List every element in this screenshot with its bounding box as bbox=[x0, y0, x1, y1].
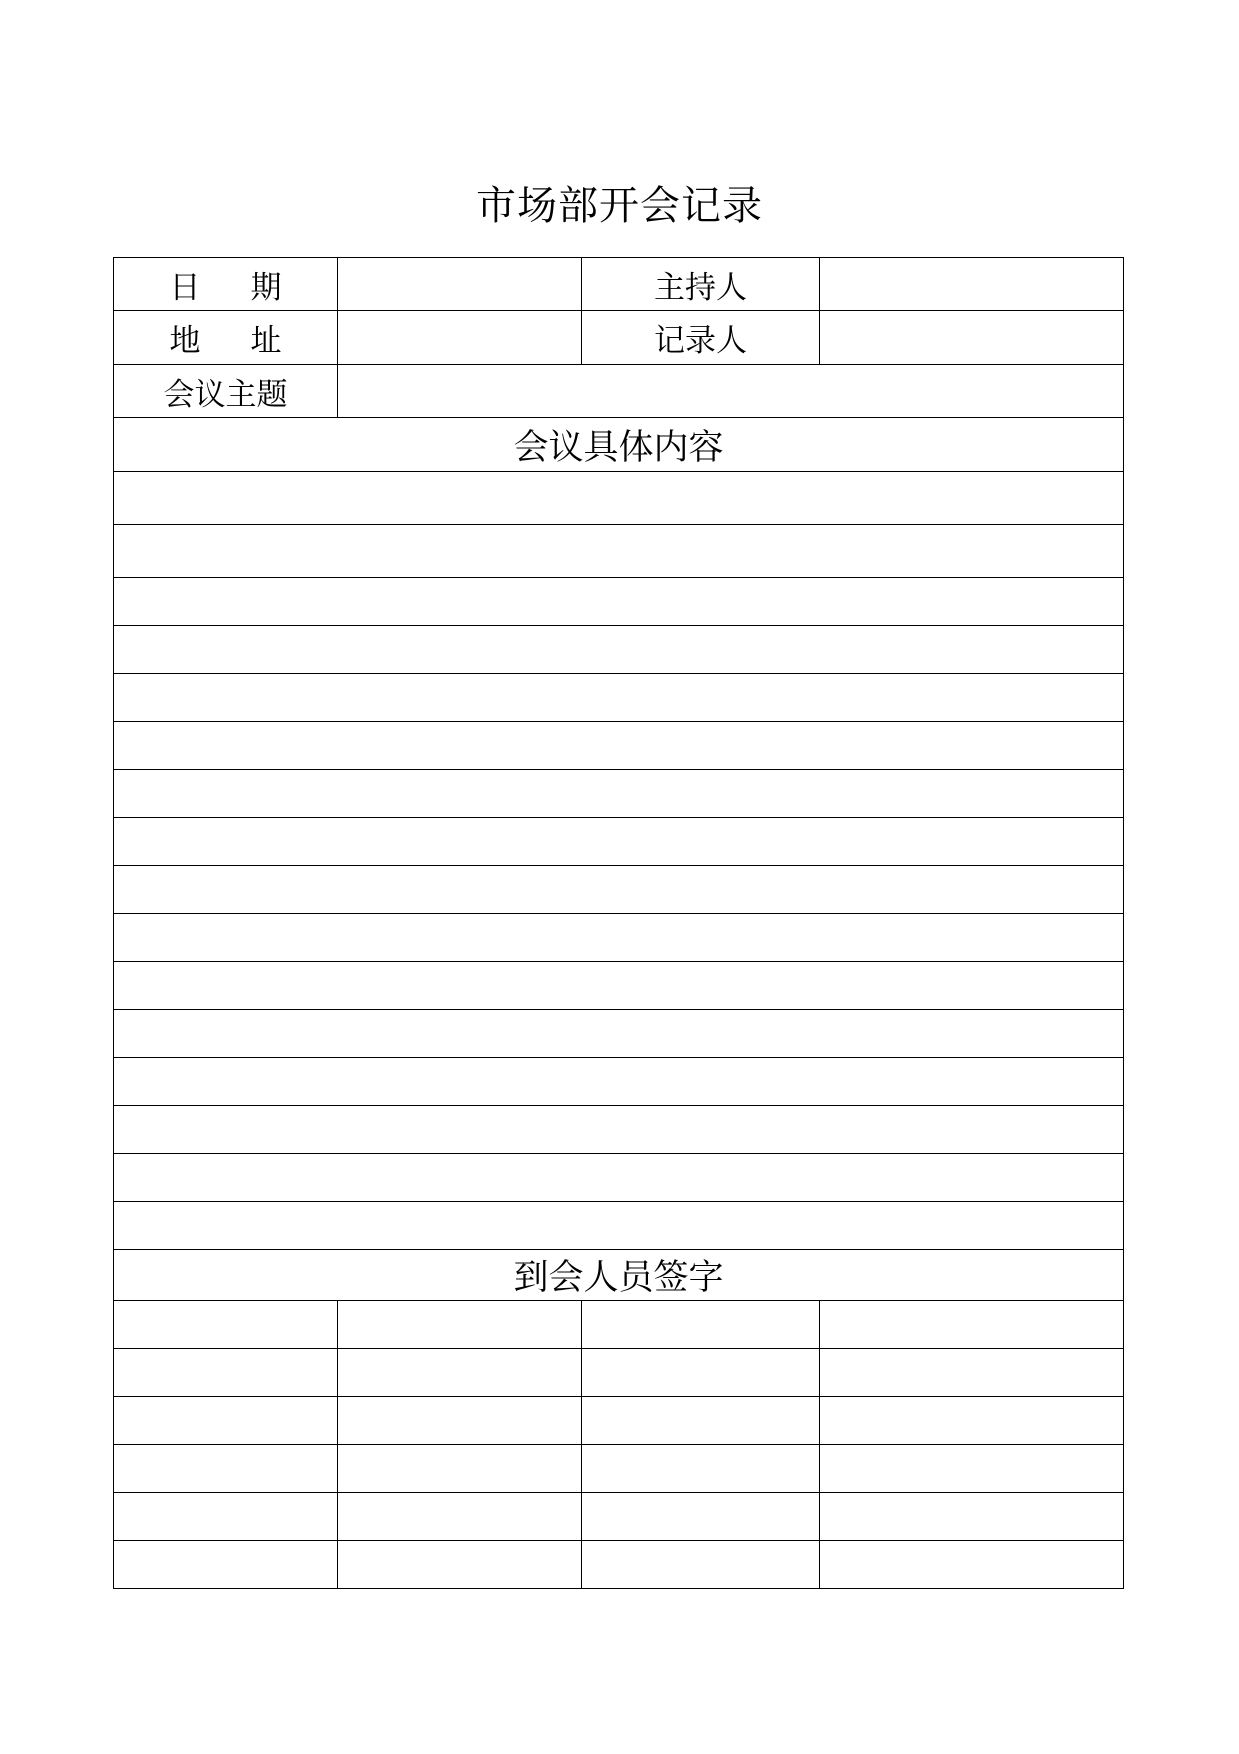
date-host-row bbox=[114, 258, 1124, 311]
content-line-row bbox=[114, 525, 1124, 578]
signature-cell[interactable] bbox=[114, 1349, 338, 1397]
topic-row bbox=[114, 365, 1124, 418]
signature-cell[interactable] bbox=[114, 1445, 338, 1493]
content-line-row bbox=[114, 578, 1124, 626]
content-heading: 会议具体内容 bbox=[114, 418, 1124, 472]
content-line-field[interactable] bbox=[114, 626, 1124, 674]
content-line-field[interactable] bbox=[114, 1154, 1124, 1202]
recorder-field[interactable] bbox=[820, 311, 1124, 365]
signature-cell[interactable] bbox=[338, 1541, 582, 1589]
content-line-field[interactable] bbox=[114, 472, 1124, 525]
date-field[interactable] bbox=[338, 258, 582, 311]
host-field[interactable] bbox=[820, 258, 1124, 311]
signature-cell[interactable] bbox=[582, 1349, 820, 1397]
signature-cell[interactable] bbox=[114, 1301, 338, 1349]
signature-row bbox=[114, 1397, 1124, 1445]
content-line-row bbox=[114, 674, 1124, 722]
content-line-field[interactable] bbox=[114, 770, 1124, 818]
signature-row bbox=[114, 1349, 1124, 1397]
date-label: 日 期 bbox=[114, 258, 338, 311]
meeting-record-form bbox=[113, 257, 1124, 1589]
content-line-field[interactable] bbox=[114, 1010, 1124, 1058]
signature-cell[interactable] bbox=[820, 1301, 1124, 1349]
signature-row bbox=[114, 1493, 1124, 1541]
content-line-field[interactable] bbox=[114, 1106, 1124, 1154]
content-line-row bbox=[114, 1010, 1124, 1058]
content-line-row bbox=[114, 722, 1124, 770]
content-line-field[interactable] bbox=[114, 525, 1124, 578]
signature-cell[interactable] bbox=[820, 1541, 1124, 1589]
signature-cell[interactable] bbox=[338, 1445, 582, 1493]
signature-row bbox=[114, 1301, 1124, 1349]
signature-cell[interactable] bbox=[338, 1301, 582, 1349]
host-label: 主持人 bbox=[582, 258, 820, 311]
content-line-row bbox=[114, 866, 1124, 914]
topic-field[interactable] bbox=[338, 365, 1124, 418]
signature-row bbox=[114, 1541, 1124, 1589]
signature-cell[interactable] bbox=[338, 1397, 582, 1445]
content-line-row bbox=[114, 770, 1124, 818]
address-recorder-row bbox=[114, 311, 1124, 365]
content-line-row bbox=[114, 626, 1124, 674]
content-line-field[interactable] bbox=[114, 674, 1124, 722]
signature-cell[interactable] bbox=[338, 1493, 582, 1541]
content-line-row bbox=[114, 1154, 1124, 1202]
content-heading-row bbox=[114, 418, 1124, 472]
signature-cell[interactable] bbox=[114, 1397, 338, 1445]
document-title: 市场部开会记录 bbox=[476, 183, 763, 229]
content-line-row bbox=[114, 1058, 1124, 1106]
signature-heading-row bbox=[114, 1250, 1124, 1301]
signature-cell[interactable] bbox=[820, 1397, 1124, 1445]
topic-label: 会议主题 bbox=[114, 365, 338, 418]
recorder-label: 记录人 bbox=[582, 311, 820, 365]
content-line-field[interactable] bbox=[114, 962, 1124, 1010]
content-line-field[interactable] bbox=[114, 818, 1124, 866]
content-line-field[interactable] bbox=[114, 914, 1124, 962]
address-label: 地 址 bbox=[114, 311, 338, 365]
content-line-row bbox=[114, 1202, 1124, 1250]
content-line-row bbox=[114, 914, 1124, 962]
content-line-field[interactable] bbox=[114, 1202, 1124, 1250]
signature-cell[interactable] bbox=[582, 1541, 820, 1589]
content-line-row bbox=[114, 1106, 1124, 1154]
content-line-field[interactable] bbox=[114, 1058, 1124, 1106]
content-line-row bbox=[114, 472, 1124, 525]
content-line-row bbox=[114, 818, 1124, 866]
signature-cell[interactable] bbox=[820, 1493, 1124, 1541]
content-line-row bbox=[114, 962, 1124, 1010]
signature-cell[interactable] bbox=[582, 1493, 820, 1541]
signature-cell[interactable] bbox=[114, 1541, 338, 1589]
signature-cell[interactable] bbox=[820, 1445, 1124, 1493]
signature-cell[interactable] bbox=[114, 1493, 338, 1541]
signature-cell[interactable] bbox=[582, 1445, 820, 1493]
content-line-field[interactable] bbox=[114, 722, 1124, 770]
signature-cell[interactable] bbox=[338, 1349, 582, 1397]
signature-cell[interactable] bbox=[582, 1397, 820, 1445]
signature-cell[interactable] bbox=[820, 1349, 1124, 1397]
content-line-field[interactable] bbox=[114, 578, 1124, 626]
signature-row bbox=[114, 1445, 1124, 1493]
signature-heading: 到会人员签字 bbox=[114, 1250, 1124, 1301]
content-line-field[interactable] bbox=[114, 866, 1124, 914]
address-field[interactable] bbox=[338, 311, 582, 365]
signature-cell[interactable] bbox=[582, 1301, 820, 1349]
